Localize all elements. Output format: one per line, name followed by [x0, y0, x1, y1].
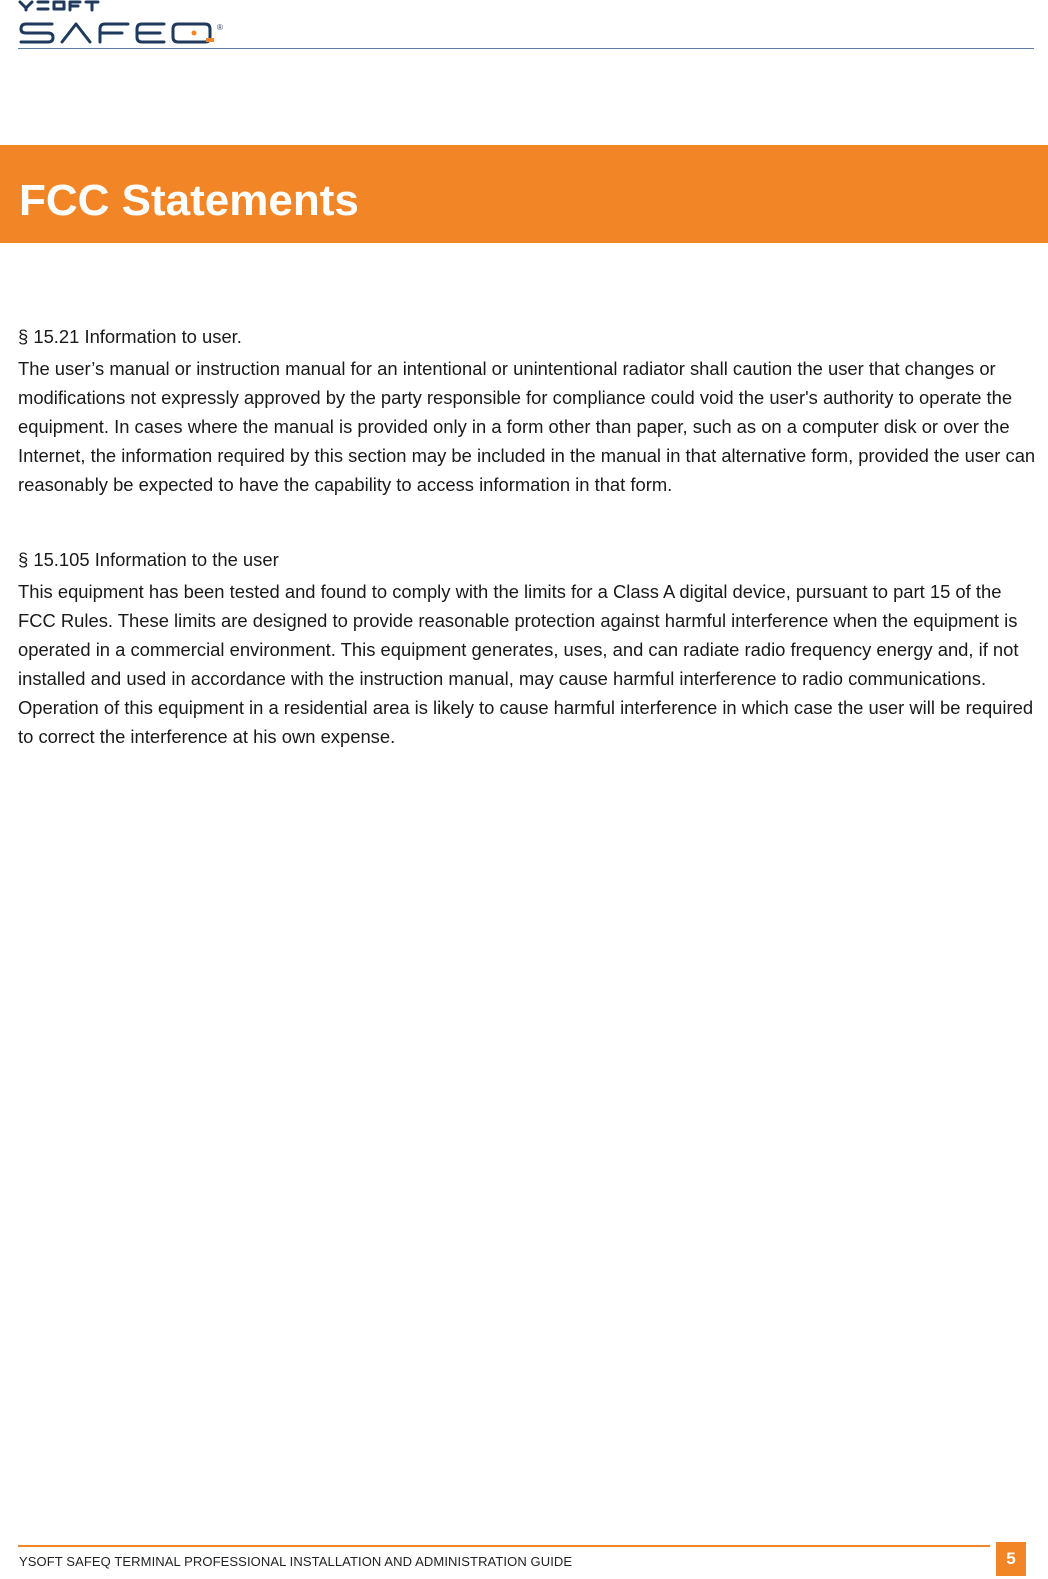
page-number: 5 [996, 1542, 1026, 1576]
chapter-title: FCC Statements [19, 176, 359, 225]
section-15-105 [18, 545, 1038, 751]
ysoft-safeq-logo [18, 0, 233, 44]
section-body: The user’s manual or instruction manual for an intentional or unintentional radiator shall caution the user that changes or modifications not expressly approved by the party responsible for compliance could void the user's authority to operate the equipment. In cases where the manual is provided only in a form other than paper, such as on a computer disk or over the Internet, the information required by this section may be included in the manual in that alternative form, provided the user can reasonably be expected to have the capability to access information in that form. [18, 358, 1036, 495]
section-body: This equipment has been tested and found to comply with the limits for a Class A digital device, pursuant to part 15 of the FCC Rules. These limits are designed to provide reasonable protection against harmful interference when the equipment is operated in a commercial environment. This equipment generates, uses, and can radiate radio frequency energy and, if not installed and used in accordance with the instruction manual, may cause harmful interference to radio communications. Operation of this equipment in a residential area is likely to cause harmful interference in which case the user will be required to correct the interference at his own expense. [18, 581, 1034, 747]
section-title: § 15.105 Information to the user [18, 549, 279, 570]
footer-divider [18, 1545, 990, 1547]
chapter-banner [0, 145, 1048, 243]
section-title: § 15.21 Information to user. [18, 326, 242, 347]
footer-guide-title: YSOFT SAFEQ TERMINAL PROFESSIONAL INSTALLATION AND ADMINISTRATION GUIDE [19, 1554, 573, 1569]
section-15-21 [18, 322, 1038, 499]
page-content [18, 322, 1038, 751]
header-divider [18, 48, 1034, 49]
registered-mark: ® [217, 23, 223, 32]
